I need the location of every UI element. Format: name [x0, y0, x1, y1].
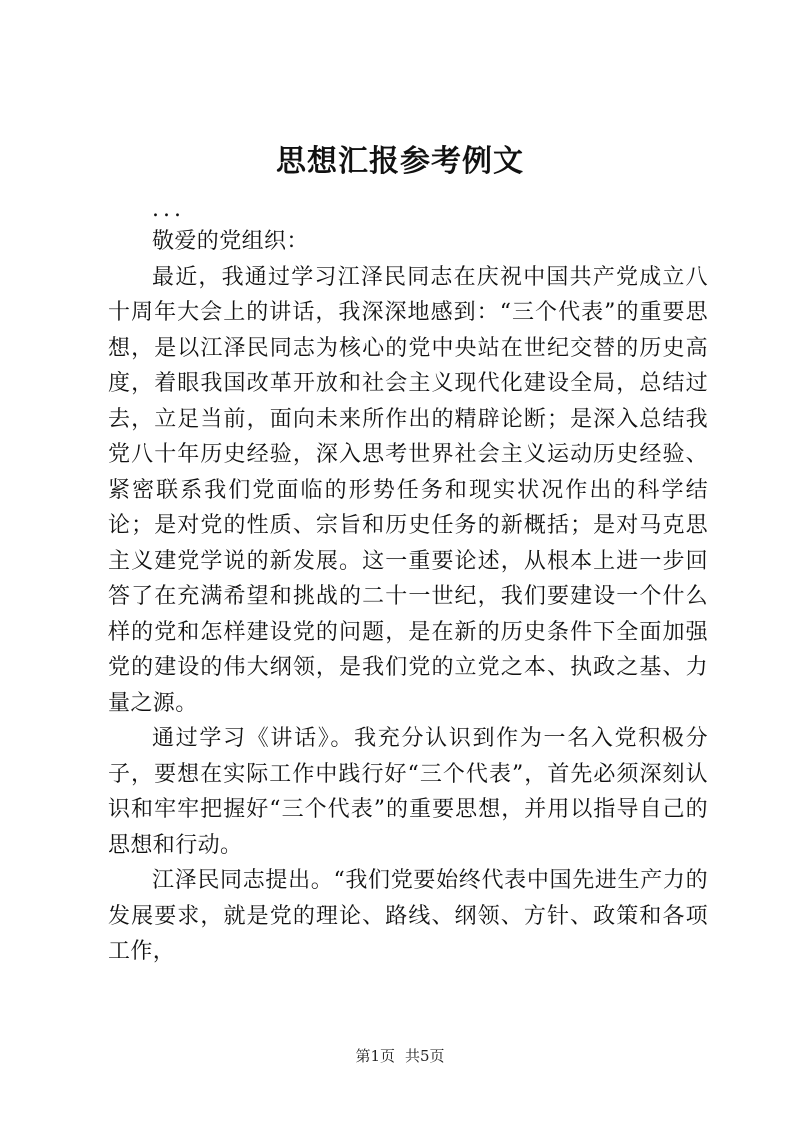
- page-number: 第1页: [355, 1047, 395, 1065]
- page-footer: [0, 1046, 800, 1066]
- salutation: 敬爱的党组织：: [152, 229, 309, 254]
- ellipsis-text: ...: [152, 197, 185, 222]
- document-body: [108, 196, 708, 970]
- paragraph-3: 江泽民同志提出。“我们党要始终代表中国先进生产力的发展要求，就是党的理论、路线、纲领、方针、政策和各项工作，: [108, 868, 708, 964]
- paragraph-2: 通过学习《讲话》。我充分认识到作为一名入党积极分子，要想在实际工作中践行好“三个代表”，首先必须深刻认识和牢牢把握好“三个代表”的重要思想，并用以指导自己的思想和行动。: [108, 726, 708, 858]
- document-title: 思想汇报参考例文: [276, 144, 524, 179]
- paragraph-1: 最近，我通过学习江泽民同志在庆祝中国共产党成立八十周年大会上的讲话，我深深地感到：“三个代表”的重要思想，是以江泽民同志为核心的党中央站在世纪交替的历史高度，着眼我国改革开放和社会主义现代化建设全局，总结过去，立足当前，面向未来所作出的精辟论断；是深入总结我党八十年历史经验，深入思考世界社会主义运动历史经验、紧密联系我们党面临的形势任务和现实状况作出的科学结论；是对党的性质、宗旨和历史任务的新概括；是对马克思主义建党学说的新发展。这一重要论述，从根本上进一步回答了在充满希望和挑战的二十一世纪，我们要建设一个什么样的党和怎样建设党的问题，是在新的历史条件下全面加强党的建设的伟大纲领，是我们党的立党之本、执政之基、力量之源。: [108, 264, 708, 716]
- page-total: 共5页: [405, 1047, 445, 1065]
